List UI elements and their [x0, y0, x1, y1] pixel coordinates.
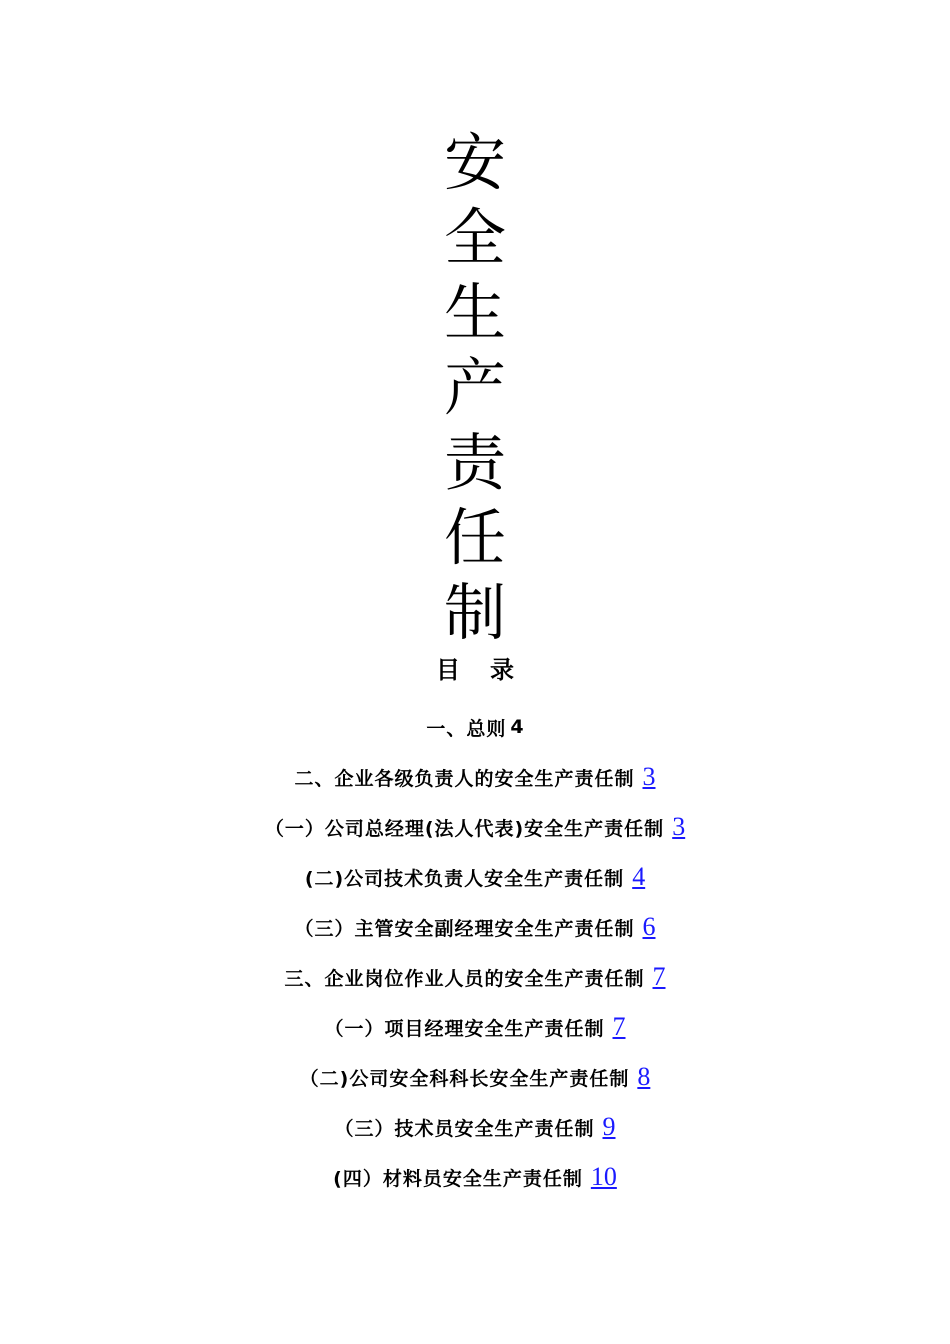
toc-entry	[0, 1102, 950, 1152]
toc-entry-text: （三）技术员安全生产责任制	[334, 1117, 595, 1140]
title-char: 安	[443, 126, 506, 199]
table-of-contents	[0, 702, 950, 1202]
title-char: 制	[443, 576, 506, 649]
title-char: 生	[443, 276, 506, 349]
toc-entry-text: (二)公司技术负责人安全生产责任制	[304, 867, 625, 890]
toc-page-link[interactable]: 3	[642, 762, 656, 791]
document-title	[0, 125, 950, 650]
toc-page-link[interactable]: 4	[632, 862, 646, 891]
toc-entry-text: 三、企业岗位作业人员的安全生产责任制	[284, 967, 645, 990]
toc-entry	[0, 1002, 950, 1052]
toc-entry	[0, 702, 950, 752]
title-char: 任	[443, 501, 506, 574]
toc-entry	[0, 902, 950, 952]
toc-entry-text: （三）主管安全副经理安全生产责任制	[294, 917, 635, 940]
toc-page-number: 4	[510, 716, 524, 738]
toc-entry	[0, 1052, 950, 1102]
toc-page-link[interactable]: 9	[602, 1112, 616, 1141]
toc-entry	[0, 852, 950, 902]
title-char: 全	[443, 201, 506, 274]
toc-entry	[0, 752, 950, 802]
toc-page-link[interactable]: 7	[612, 1012, 626, 1041]
toc-heading: 目录	[436, 656, 544, 684]
toc-page-link[interactable]: 6	[642, 912, 656, 941]
toc-page-link[interactable]: 8	[637, 1062, 651, 1091]
toc-page-link[interactable]: 7	[652, 962, 666, 991]
toc-entry	[0, 1152, 950, 1202]
toc-page-link[interactable]: 3	[672, 812, 686, 841]
toc-entry-text: (四）材料员安全生产责任制	[333, 1167, 583, 1190]
toc-entry-text: （一）公司总经理(法人代表)安全生产责任制	[264, 817, 665, 840]
toc-entry	[0, 802, 950, 852]
toc-entry	[0, 952, 950, 1002]
toc-entry-text: （二)公司安全科科长安全生产责任制	[299, 1067, 630, 1090]
title-char: 产	[443, 351, 506, 424]
toc-entry-text: 一、总则	[426, 717, 507, 740]
toc-entry-text: 二、企业各级负责人的安全生产责任制	[294, 767, 635, 790]
toc-entry-text: （一）项目经理安全生产责任制	[324, 1017, 605, 1040]
toc-page-link[interactable]: 10	[590, 1162, 617, 1191]
title-char: 责	[443, 426, 506, 499]
